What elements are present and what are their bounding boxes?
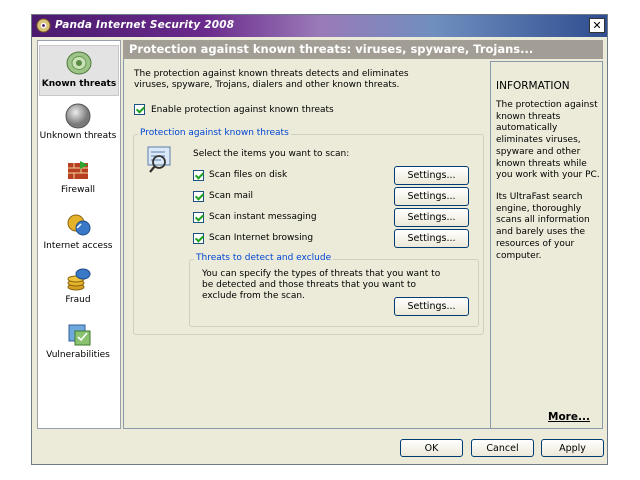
sidebar-item-label: Known threats bbox=[41, 79, 117, 89]
scan-files-label: Scan files on disk bbox=[209, 170, 288, 180]
cancel-button[interactable]: Cancel bbox=[471, 439, 534, 457]
firewall-icon bbox=[66, 159, 90, 183]
scan-files-checkbox[interactable] bbox=[193, 170, 204, 181]
scan-im-checkbox[interactable] bbox=[193, 212, 204, 223]
select-items-label: Select the items you want to scan: bbox=[193, 149, 350, 159]
scan-mail-label: Scan mail bbox=[209, 191, 254, 201]
globe-icon bbox=[65, 103, 91, 129]
scan-im-settings-button[interactable]: Settings... bbox=[394, 208, 469, 227]
scan-browsing-settings-button[interactable]: Settings... bbox=[394, 229, 469, 248]
scan-files-settings-button[interactable]: Settings... bbox=[394, 166, 469, 185]
enable-protection-checkbox[interactable] bbox=[134, 104, 145, 115]
threats-description: You can specify the types of threats that you want to be detected and those threats that you want to exclude from the scan. bbox=[202, 269, 441, 301]
information-para-1: The protection against known threats automatically eliminates viruses, spyware and other known threats while you work with your PC. bbox=[496, 100, 600, 181]
sidebar-item-internet-access[interactable] bbox=[39, 212, 119, 252]
page-title: Protection against known threats: viruses, spyware, Trojans... bbox=[123, 40, 603, 59]
information-para-2: Its UltraFast search engine, thoroughly scans all information and barely uses the resources of your computer. bbox=[496, 192, 590, 261]
internet-access-icon bbox=[65, 212, 93, 238]
ok-button[interactable]: OK bbox=[400, 439, 463, 457]
panda-logo-icon bbox=[36, 18, 51, 33]
enable-protection-label: Enable protection against known threats bbox=[151, 105, 334, 115]
scan-mail-settings-button[interactable]: Settings... bbox=[394, 187, 469, 206]
scan-mail-checkbox[interactable] bbox=[193, 191, 204, 202]
fraud-coins-icon bbox=[66, 267, 92, 293]
scan-magnifier-icon bbox=[146, 145, 176, 175]
sidebar-item-label: Vulnerabilities bbox=[46, 350, 110, 360]
sidebar-item-label: Internet access bbox=[43, 241, 113, 251]
description-text: The protection against known threats detects and eliminates viruses, spyware, Trojans, dialers and other known threats. bbox=[134, 69, 409, 90]
more-link[interactable]: More... bbox=[548, 411, 590, 423]
scan-browsing-label: Scan Internet browsing bbox=[209, 233, 314, 243]
protection-group-title: Protection against known threats bbox=[140, 128, 289, 138]
sidebar-item-vulnerabilities[interactable] bbox=[39, 322, 119, 362]
sidebar-item-label: Fraud bbox=[65, 295, 91, 305]
sidebar-item-label: Firewall bbox=[61, 185, 95, 195]
scan-im-label: Scan instant messaging bbox=[209, 212, 317, 222]
close-button[interactable] bbox=[589, 18, 605, 33]
vulnerabilities-icon bbox=[66, 322, 92, 348]
threats-group-title: Threats to detect and exclude bbox=[196, 253, 332, 263]
sidebar-item-known-threats[interactable] bbox=[39, 45, 119, 96]
radar-icon bbox=[65, 50, 93, 76]
sidebar bbox=[37, 40, 121, 429]
close-icon: ✕ bbox=[592, 19, 602, 32]
information-heading: INFORMATION bbox=[496, 80, 570, 92]
sidebar-item-unknown-threats[interactable] bbox=[39, 103, 119, 153]
sidebar-item-label: Unknown threats bbox=[39, 131, 117, 141]
apply-button[interactable]: Apply bbox=[541, 439, 604, 457]
sidebar-item-fraud[interactable] bbox=[39, 267, 119, 307]
scan-browsing-checkbox[interactable] bbox=[193, 233, 204, 244]
window-title: Panda Internet Security 2008 bbox=[55, 19, 235, 31]
threats-settings-button[interactable]: Settings... bbox=[394, 297, 469, 316]
sidebar-item-firewall[interactable] bbox=[39, 159, 119, 197]
